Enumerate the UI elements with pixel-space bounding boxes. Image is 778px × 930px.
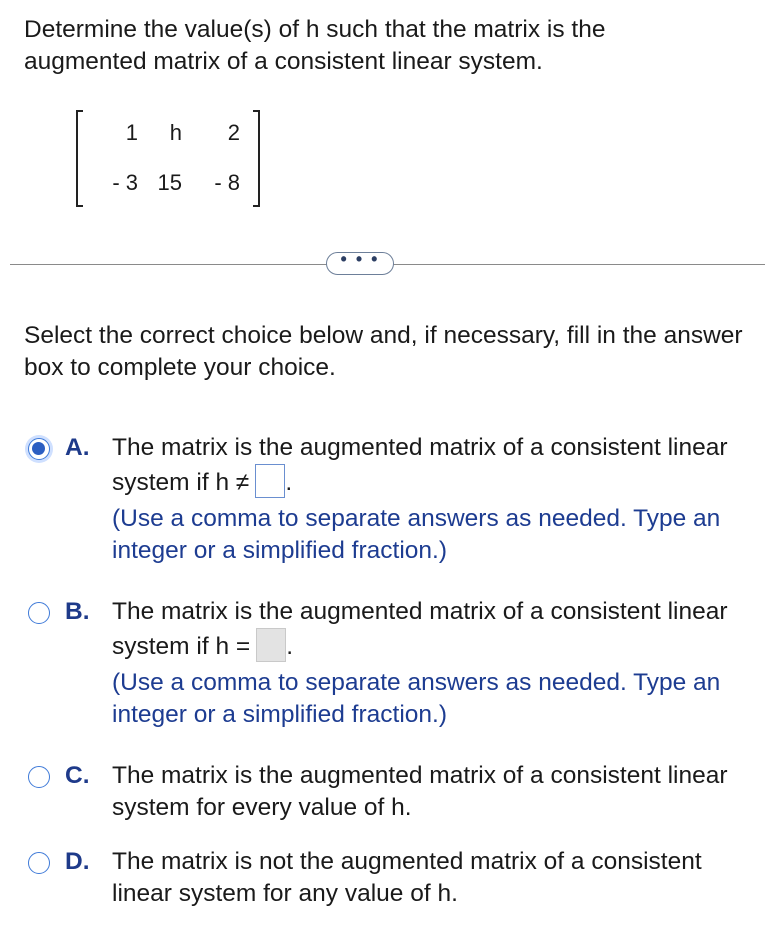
choice-a-letter: A. [65,434,90,461]
choice-c-letter: C. [65,762,90,789]
choice-a-hint: (Use a comma to separate answers as needed. Type an integer or a simplified fraction.) [112,505,721,564]
more-options-button[interactable]: • • • [326,252,394,275]
choice-b-letter: B. [65,598,90,625]
choice-b-answer-input[interactable] [256,628,286,662]
choice-a-radio[interactable] [28,438,50,460]
matrix-cell-r1c2: h [169,120,182,145]
choice-b-text: The matrix is the augmented matrix of a consistent linear system if h = [112,598,728,660]
choice-a-text: The matrix is the augmented matrix of a consistent linear system if h ≠ [112,434,728,496]
augmented-matrix [76,110,260,207]
choice-d-text: The matrix is not the augmented matrix of a consistent linear system for any value of h. [112,848,702,907]
choice-d-letter: D. [65,848,90,875]
choice-b-period: . [286,633,294,660]
choice-b-hint: (Use a comma to separate answers as needed. Type an integer or a simplified fraction.) [112,669,721,728]
left-bracket [76,110,83,207]
right-bracket [253,110,260,207]
question-text: Determine the value(s) of h such that the matrix is the augmented matrix of a consistent linear system. [24,16,606,75]
matrix-cell-r2c2: 15 [157,170,182,195]
choice-a-period: . [285,469,293,496]
matrix-cell-r1c3: 2 [227,120,240,145]
choice-d-radio[interactable] [28,852,50,874]
choice-c-text: The matrix is the augmented matrix of a consistent linear system for every value of h. [112,762,728,821]
matrix-cell-r1c1: 1 [125,120,138,145]
matrix-cell-r2c1: - 3 [112,170,138,195]
choice-b-radio[interactable] [28,602,50,624]
choice-c-radio[interactable] [28,766,50,788]
matrix-cell-r2c3: - 8 [214,170,240,195]
choice-a-answer-input[interactable] [255,464,285,498]
instruction-text: Select the correct choice below and, if necessary, fill in the answer box to complete your choice. [24,322,743,381]
